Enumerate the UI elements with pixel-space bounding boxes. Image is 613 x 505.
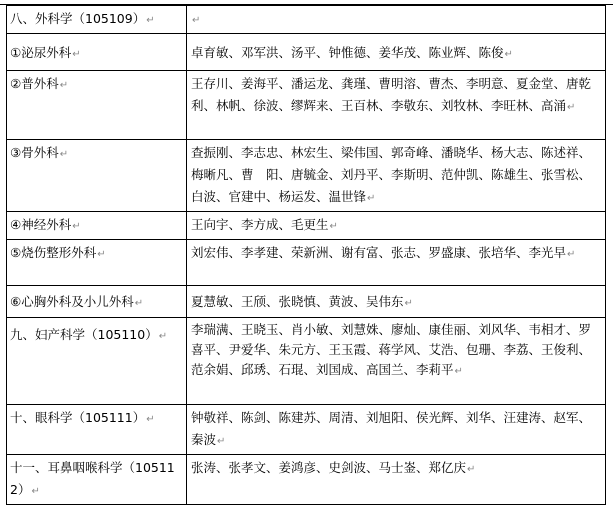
names-cell: 卓育敏、邓军洪、汤平、钟惟德、姜华茂、陈业辉、陈俊↵ xyxy=(187,34,606,71)
table-row xyxy=(7,240,606,286)
table-row xyxy=(7,71,606,140)
names-cell: 查振刚、李志忠、林宏生、梁伟国、郭奇峰、潘晓华、杨大志、陈述祥、梅晰凡、曹 阳、唐毓金、刘丹平、李斯明、范仲凯、陈雄生、张雪松、白波、官建中、杨运发、温世锋↵ xyxy=(187,140,606,212)
table-row xyxy=(7,318,606,405)
names-cell: 夏慧敏、王颀、张晓慎、黄波、吴伟东↵ xyxy=(187,286,606,318)
table-row xyxy=(7,286,606,318)
category-cell: ①泌尿外科↵ xyxy=(7,34,187,71)
names-cell: 张涛、张孝文、姜鸿彦、史剑波、马士崟、郑亿庆↵ xyxy=(187,455,606,505)
names-cell: 王存川、姜海平、潘运龙、龚瑾、曹明溶、曹杰、李明意、夏金堂、唐乾利、林帆、徐波、缪辉来、王百林、李敬东、刘牧林、李旺林、高涌↵ xyxy=(187,71,606,140)
names-cell: 刘宏伟、李孝建、荣新洲、谢有富、张志、罗盛康、张培华、李光早↵ xyxy=(187,240,606,286)
names-cell: 王向宇、李方成、毛更生↵ xyxy=(187,212,606,240)
category-cell: ④神经外科↵ xyxy=(7,212,187,240)
names-cell: 李瑞满、王晓玉、肖小敏、刘慧姝、廖灿、康佳丽、刘风华、韦相才、罗喜平、尹爱华、朱元方、王玉霞、蒋学风、艾浩、包珊、李荔、王俊利、范余娟、邱琇、石琨、刘国成、高国兰、李莉平↵ xyxy=(187,318,606,405)
category-cell: ②普外科↵ xyxy=(7,71,187,140)
names-cell: ↵ xyxy=(187,6,606,34)
category-cell: 十一、耳鼻咽喉科学（105112）↵ xyxy=(7,455,187,505)
table-row xyxy=(7,212,606,240)
category-cell: ⑥心胸外科及小儿外科↵ xyxy=(7,286,187,318)
category-cell: ⑤烧伤整形外科↵ xyxy=(7,240,187,286)
category-cell: 八、外科学（105109）↵ xyxy=(7,6,187,34)
supervisor-table xyxy=(6,5,606,505)
table-row xyxy=(7,405,606,455)
category-cell: ③骨外科↵ xyxy=(7,140,187,212)
category-cell: 九、妇产科学（105110）↵ xyxy=(7,318,187,405)
names-cell: 钟敬祥、陈剑、陈建苏、周清、刘旭阳、侯光辉、刘华、汪建涛、赵军、秦波↵ xyxy=(187,405,606,455)
table-row xyxy=(7,6,606,34)
table-row xyxy=(7,34,606,71)
table-row xyxy=(7,140,606,212)
category-cell: 十、眼科学（105111）↵ xyxy=(7,405,187,455)
table-row xyxy=(7,455,606,505)
